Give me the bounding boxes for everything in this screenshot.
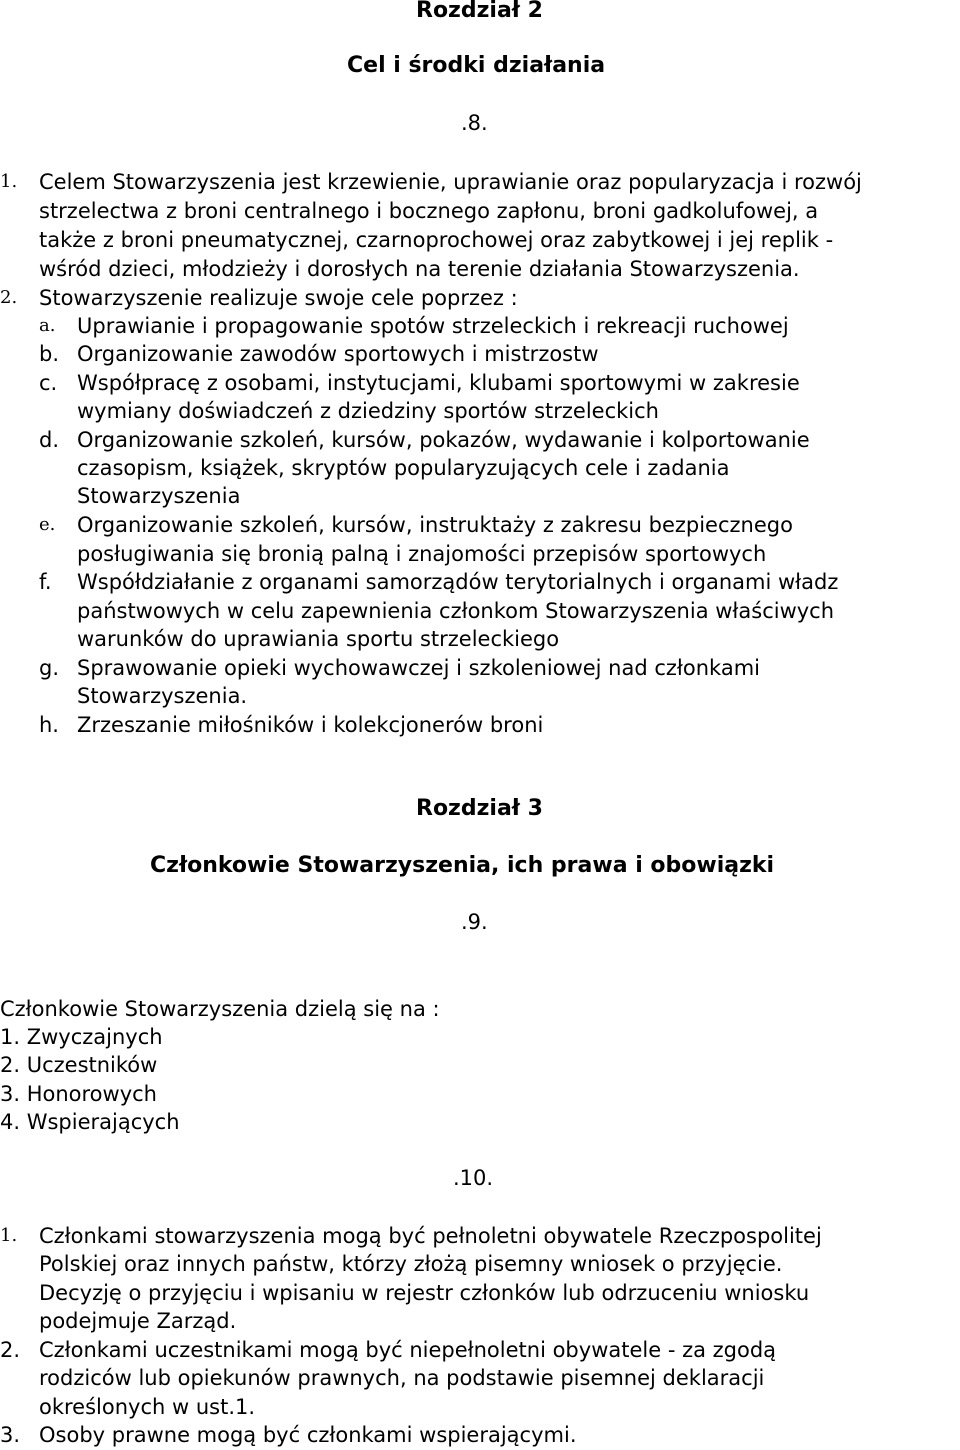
paragraph-number: 3.	[0, 1423, 21, 1447]
paragraph-line: Celem Stowarzyszenia jest krzewienie, uprawianie oraz popularyzacja i rozwój	[39, 170, 862, 194]
list-item-line: Stowarzyszenia	[77, 484, 241, 508]
list-item: 1. Zwyczajnych	[0, 1025, 163, 1049]
list-item-line: Zrzeszanie miłośników i kolekcjonerów broni	[77, 713, 544, 737]
list-item-letter: h.	[39, 713, 59, 737]
list-item-letter: a.	[39, 315, 56, 336]
paragraph-line: wśród dzieci, młodzieży i dorosłych na terenie działania Stowarzyszenia.	[39, 257, 800, 281]
list-item-line: Uprawianie i propagowanie spotów strzeleckich i rekreacji ruchowej	[77, 314, 789, 338]
list-item-line: Stowarzyszenia.	[77, 684, 248, 708]
list-item-letter: g.	[39, 656, 60, 680]
section-number: .9.	[461, 910, 488, 934]
paragraph-number: 1.	[0, 1225, 18, 1246]
paragraph-line: określonych w ust.1.	[39, 1395, 256, 1419]
list-item-line: posługiwania się bronią palną i znajomości przepisów sportowych	[77, 542, 767, 566]
list-item-line: Organizowanie zawodów sportowych i mistrzostw	[77, 342, 599, 366]
list-item-letter: c.	[39, 371, 58, 395]
list-item-letter: d.	[39, 428, 60, 452]
list-item-line: państwowych w celu zapewnienia członkom Stowarzyszenia właściwych	[77, 599, 835, 623]
paragraph-number: 2.	[0, 287, 18, 308]
list-item-line: Organizowanie szkoleń, kursów, pokazów, wydawanie i kolportowanie	[77, 428, 810, 452]
section-number: .10.	[453, 1166, 494, 1190]
paragraph-line: także z broni pneumatycznej, czarnoprochowej oraz zabytkowej i jej replik -	[39, 228, 834, 252]
chapter-title: Rozdział 2	[416, 0, 543, 23]
list-item-line: Współpracę z osobami, instytucjami, klubami sportowymi w zakresie	[77, 371, 800, 395]
paragraph-line: Osoby prawne mogą być członkami wspierającymi.	[39, 1423, 577, 1447]
section-number: .8.	[461, 111, 488, 135]
list-item-line: Współdziałanie z organami samorządów terytorialnych i organami władz	[77, 570, 839, 594]
list-item-line: warunków do uprawiania sportu strzeleckiego	[77, 627, 560, 651]
list-item-line: Sprawowanie opieki wychowawczej i szkoleniowej nad członkami	[77, 656, 761, 680]
paragraph-number: 1.	[0, 171, 18, 192]
paragraph-line: podejmuje Zarząd.	[39, 1309, 237, 1333]
paragraph-line: Decyzję o przyjęciu i wpisaniu w rejestr członków lub odrzuceniu wniosku	[39, 1281, 810, 1305]
chapter-title: Rozdział 3	[416, 796, 543, 821]
paragraph-line: Członkami uczestnikami mogą być niepełnoletni obywatele - za zgodą	[39, 1338, 777, 1362]
intro-text: Członkowie Stowarzyszenia dzielą się na :	[0, 997, 440, 1021]
list-item-letter: f.	[39, 570, 52, 594]
list-item-letter: b.	[39, 342, 60, 366]
chapter-subtitle: Cel i środki działania	[347, 53, 606, 78]
paragraph-line: strzelectwa z broni centralnego i bocznego zapłonu, broni gadkolufowej, a	[39, 199, 819, 223]
paragraph-line: Polskiej oraz innych państw, którzy złożą pisemny wniosek o przyjęcie.	[39, 1252, 783, 1276]
paragraph-line: Członkami stowarzyszenia mogą być pełnoletni obywatele Rzeczpospolitej	[39, 1224, 822, 1248]
list-item: 4. Wspierających	[0, 1110, 180, 1134]
list-item: 3. Honorowych	[0, 1082, 157, 1106]
paragraph-line: Stowarzyszenie realizuje swoje cele poprzez :	[39, 286, 518, 310]
list-item-line: Organizowanie szkoleń, kursów, instruktaży z zakresu bezpiecznego	[77, 513, 793, 537]
list-item-line: czasopism, książek, skryptów popularyzujących cele i zadania	[77, 456, 730, 480]
list-item: 2. Uczestników	[0, 1053, 158, 1077]
paragraph-line: rodziców lub opiekunów prawnych, na podstawie pisemnej deklaracji	[39, 1366, 765, 1390]
list-item-line: wymiany doświadczeń z dziedziny sportów strzeleckich	[77, 399, 659, 423]
list-item-letter: e.	[39, 514, 56, 535]
chapter-subtitle: Członkowie Stowarzyszenia, ich prawa i obowiązki	[150, 853, 775, 878]
paragraph-number: 2.	[0, 1338, 21, 1362]
